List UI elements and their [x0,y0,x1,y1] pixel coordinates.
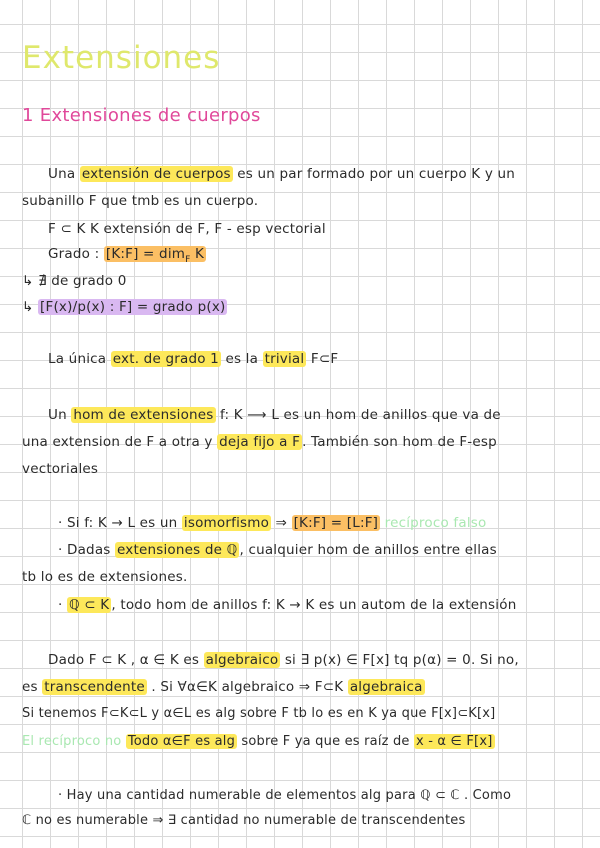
definition-line [22,678,425,696]
definition-line [48,406,501,424]
arrow: ↳ [22,299,39,315]
text: , cualquier hom de anillos entre ellas [239,542,497,558]
formula: [K:F] = dim [105,246,186,262]
text: Una [48,166,80,182]
bullet-line [58,596,516,614]
text: ⇒ [271,515,292,531]
highlight-term: transcendente [44,679,145,695]
note-line: ↳ ∄ de grado 0 [22,273,127,289]
definition-line: vectoriales [22,461,99,477]
statement-line: Si tenemos F⊂K⊂L y α∈L es alg sobre F tb lo es en K ya que F[x]⊂K[x] [22,706,496,721]
text: Grado : [48,246,104,262]
note-line [22,298,227,316]
bullet-line: tb lo es de extensiones. [22,569,188,585]
highlight-formula [104,246,206,265]
highlight-term: extensiones de ℚ [117,542,238,558]
bullet-line [58,541,497,559]
text: Un [48,407,72,423]
text: · [58,597,67,613]
note-line: F ⊂ K K extensión de F, F - esp vectorial [48,221,326,237]
bullet-line: · Hay una cantidad numerable de elementos alg para ℚ ⊂ ℂ . Como [58,788,512,803]
text: · Si f: K → L es un [58,515,182,531]
text: sobre F ya que es raíz de [237,734,414,749]
highlight-term: algebraico [205,652,279,668]
bullet-line: ℂ no es numerable ⇒ ∃ cantidad no numerable de transcendentes [22,813,466,828]
formula: K [190,246,205,262]
bullet-line [58,514,486,532]
text: f: K ⟶ L es un hom de anillos que va de [215,407,501,423]
highlight-term: ℚ ⊂ K [68,597,110,613]
text: , todo hom de anillos f: K → K es un autom de la extensión [111,597,517,613]
highlight-term: trivial [264,351,305,367]
highlight-term: hom de extensiones [73,407,214,423]
text: F⊂F [306,351,339,367]
highlight-formula: [K:F] = [L:F] [293,515,379,531]
text: es la [220,351,263,367]
definition-line [22,433,497,451]
degree-line [48,245,206,265]
highlight-term: algebraica [349,679,423,695]
highlight-term: Todo α∈F es alg [127,734,236,749]
text: si ∃ p(x) ∈ F[x] tq p(α) = 0. Si no, [280,652,519,668]
text: es un par formado por un cuerpo K y un [232,166,516,182]
definition-line [48,165,515,183]
statement-line [22,733,495,751]
highlight-formula: x - α ∈ F[x] [415,734,493,749]
highlight-term: deja fijo a F [219,434,301,450]
text: . También son hom de F-esp [302,434,497,450]
statement-line [48,350,338,368]
highlight-term: ext. de grado 1 [112,351,219,367]
text: La única [48,351,111,367]
definition-line: subanillo F que tmb es un cuerpo. [22,193,259,209]
subscript: F [185,255,191,265]
definition-line [48,651,519,669]
side-note: recíproco falso [380,515,487,531]
section-heading: 1 Extensiones de cuerpos [22,105,261,126]
highlight-term: isomorfismo [183,515,270,531]
text: una extension de F a otra y [22,434,218,450]
side-note: El recíproco no [22,734,122,749]
text: · Dadas [58,542,116,558]
text: Dado F ⊂ K , α ∈ K es [48,652,204,668]
text: es [22,679,43,695]
highlight-term: extensión de cuerpos [81,166,231,182]
text: . Si ∀α∈K algebraico ⇒ F⊂K [146,679,348,695]
page-title: Extensiones [22,40,221,76]
highlight-formula: [F(x)/p(x) : F] = grado p(x) [40,299,226,315]
